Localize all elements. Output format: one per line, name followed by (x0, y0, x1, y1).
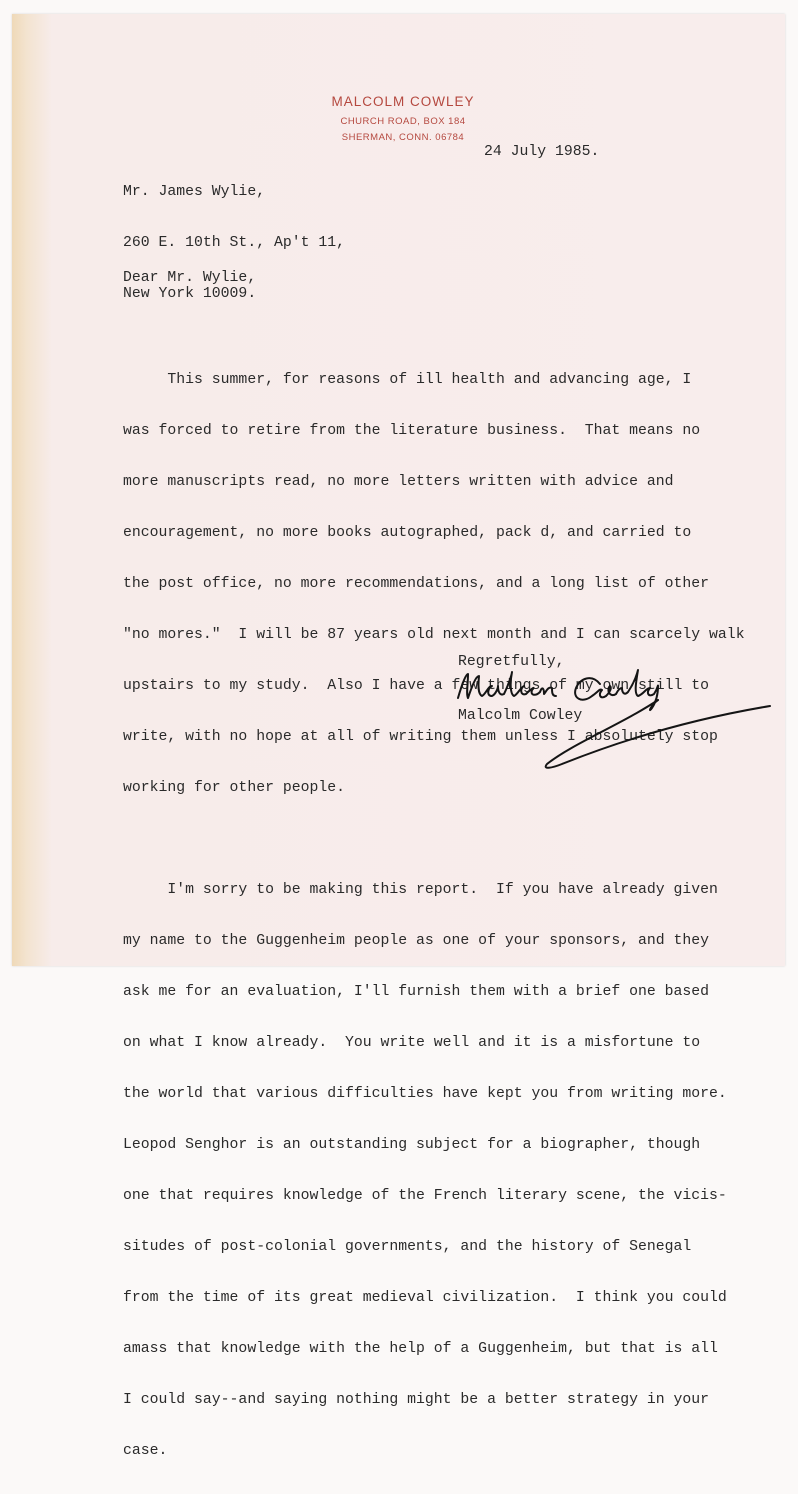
salutation: Dear Mr. Wylie, (123, 270, 257, 286)
text-line: case. (123, 1443, 168, 1459)
letter-date: 24 July 1985. (484, 144, 600, 160)
text-line: my name to the Guggenheim people as one of your sponsors, and they (123, 933, 710, 949)
text-line: the world that various difficulties have kept you from writing more. (123, 1086, 727, 1102)
text-line: more manuscripts read, no more letters written with advice and (123, 474, 674, 490)
text-line: amass that knowledge with the help of a Guggenheim, but that is all (123, 1341, 718, 1357)
recipient-line: Mr. James Wylie, (123, 184, 266, 200)
letterhead-name: MALCOLM COWLEY (331, 94, 475, 109)
typed-name: Malcolm Cowley (458, 708, 583, 724)
text-line: "no mores." I will be 87 years old next month and I can scarcely walk (123, 627, 745, 643)
text-line: ask me for an evaluation, I'll furnish them with a brief one based (123, 984, 710, 1000)
text-line: working for other people. (123, 780, 345, 796)
letter-body (123, 236, 745, 1494)
text-line: upstairs to my study. Also I have a few things of my own still to (123, 678, 710, 694)
text-line: I'm sorry to be making this report. If you have already given (123, 882, 718, 898)
letterhead-address-1: CHURCH ROAD, BOX 184 (340, 116, 466, 127)
text-line: Leopod Senghor is an outstanding subject for a biographer, though (123, 1137, 701, 1153)
text-line: from the time of its great medieval civilization. I think you could (123, 1290, 727, 1306)
text-line: write, with no hope at all of writing them unless I absolutely stop (123, 729, 718, 745)
text-line: was forced to retire from the literature business. That means no (123, 423, 701, 439)
text-line: I could say--and saying nothing might be a better strategy in your (123, 1392, 710, 1408)
text-line: This summer, for reasons of ill health and advancing age, I (123, 372, 692, 388)
letter-paper (12, 14, 785, 1459)
text-line: situdes of post-colonial governments, and the history of Senegal (123, 1239, 692, 1255)
text-line: on what I know already. You write well and it is a misfortune to (123, 1035, 701, 1051)
recipient-line: New York 10009. (123, 286, 257, 302)
text-line: one that requires knowledge of the French literary scene, the vicis- (123, 1188, 727, 1204)
text-line: the post office, no more recommendations, and a long list of other (123, 576, 710, 592)
closing: Regretfully, (458, 654, 565, 670)
recipient-line: 260 E. 10th St., Ap't 11, (123, 235, 345, 251)
letterhead-address-2: SHERMAN, CONN. 06784 (341, 132, 465, 143)
text-line: encouragement, no more books autographed, pack d, and carried to (123, 525, 692, 541)
